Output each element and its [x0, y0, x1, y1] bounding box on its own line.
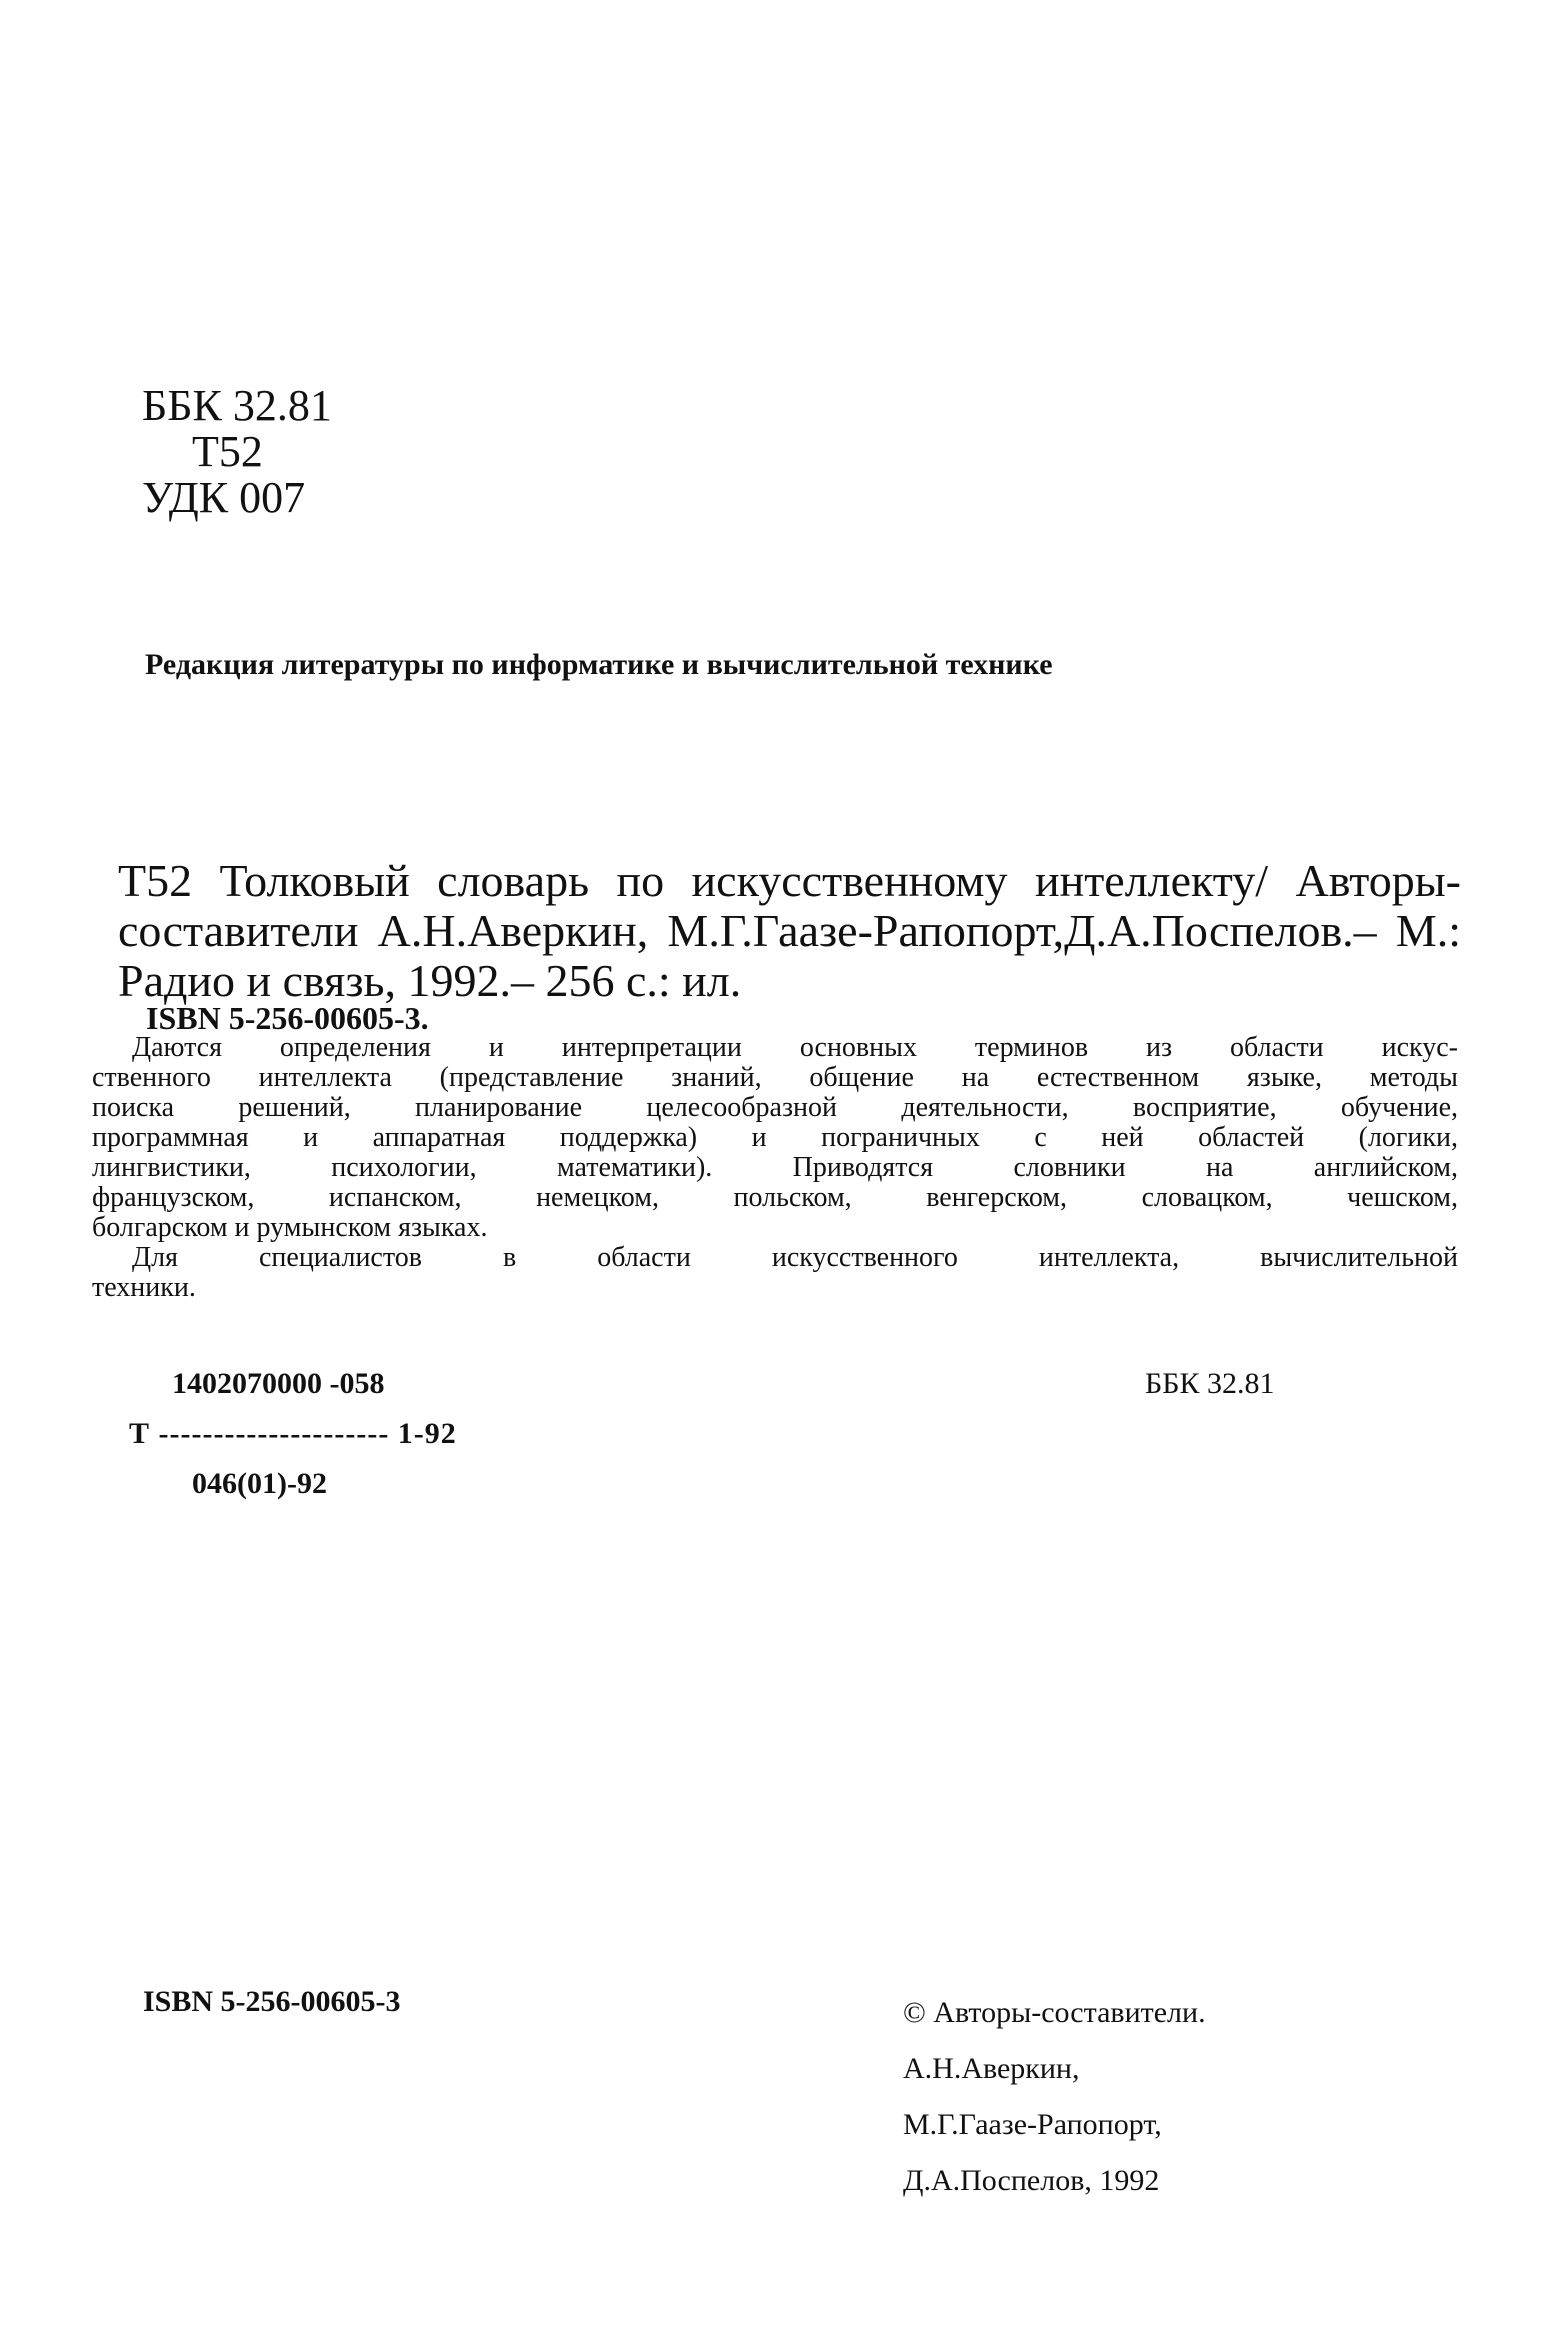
author-mark: Т52: [192, 427, 263, 476]
copyright-line: © Авторы-составители.: [903, 1996, 1206, 2029]
entry-title-line: Т52 Толковый словарь по искусственному интеллекту/ Авторы-: [118, 855, 1461, 906]
footer-isbn: ISBN 5-256-00605-3: [143, 1985, 401, 2018]
abstract-line: болгарском и румынском языках.: [92, 1212, 488, 1243]
abstract-line: французском, испанском, немецком, польском, венгерском, словацком, чешском,: [92, 1182, 1458, 1213]
abstract-line: программная и аппаратная поддержка) и пограничных с ней областей (логики,: [92, 1122, 1458, 1153]
copyright-line: А.Н.Аверкин,: [903, 2052, 1080, 2085]
entry-title-line: составители А.Н.Аверкин, М.Г.Гаазе-Рапопорт,Д.А.Поспелов.– М.:: [118, 905, 1461, 956]
bbk-code-bottom: ББК 32.81: [1145, 1367, 1275, 1400]
abstract: [92, 1033, 1458, 1303]
abstract-line: Даются определения и интерпретации основных терминов из области искус-: [132, 1032, 1458, 1063]
entry-isbn: ISBN 5-256-00605-3.: [146, 1000, 429, 1036]
publication-code-line2: Т --------------------- 1-92: [129, 1417, 457, 1450]
abstract-line: ственного интеллекта (представление знаний, общение на естественном языке, методы: [92, 1062, 1458, 1093]
editorial-office: Редакция литературы по информатике и вычислительной технике: [145, 648, 1053, 681]
udk-code: УДК 007: [142, 473, 306, 522]
bibliographic-entry: [118, 856, 1461, 1006]
audience-line: техники.: [92, 1272, 196, 1303]
copyright-block: [903, 1985, 1206, 2209]
abstract-line: лингвистики, психологии, математики). Приводятся словники на английском,: [92, 1152, 1458, 1183]
publication-code-line1: 1402070000 -058: [172, 1367, 385, 1400]
copyright-line: М.Г.Гаазе-Рапопорт,: [903, 2108, 1162, 2141]
copyright-line: Д.А.Поспелов, 1992: [903, 2164, 1160, 2197]
bbk-code: ББК 32.81: [142, 381, 332, 430]
publication-code-line3: 046(01)-92: [192, 1467, 327, 1500]
entry-title-line: Радио и связь, 1992.– 256 с.: ил.: [118, 955, 742, 1006]
abstract-line: поиска решений, планирование целесообразной деятельности, восприятие, обучение,: [92, 1092, 1458, 1123]
audience-line: Для специалистов в области искусственного интеллекта, вычислительной: [132, 1242, 1458, 1273]
